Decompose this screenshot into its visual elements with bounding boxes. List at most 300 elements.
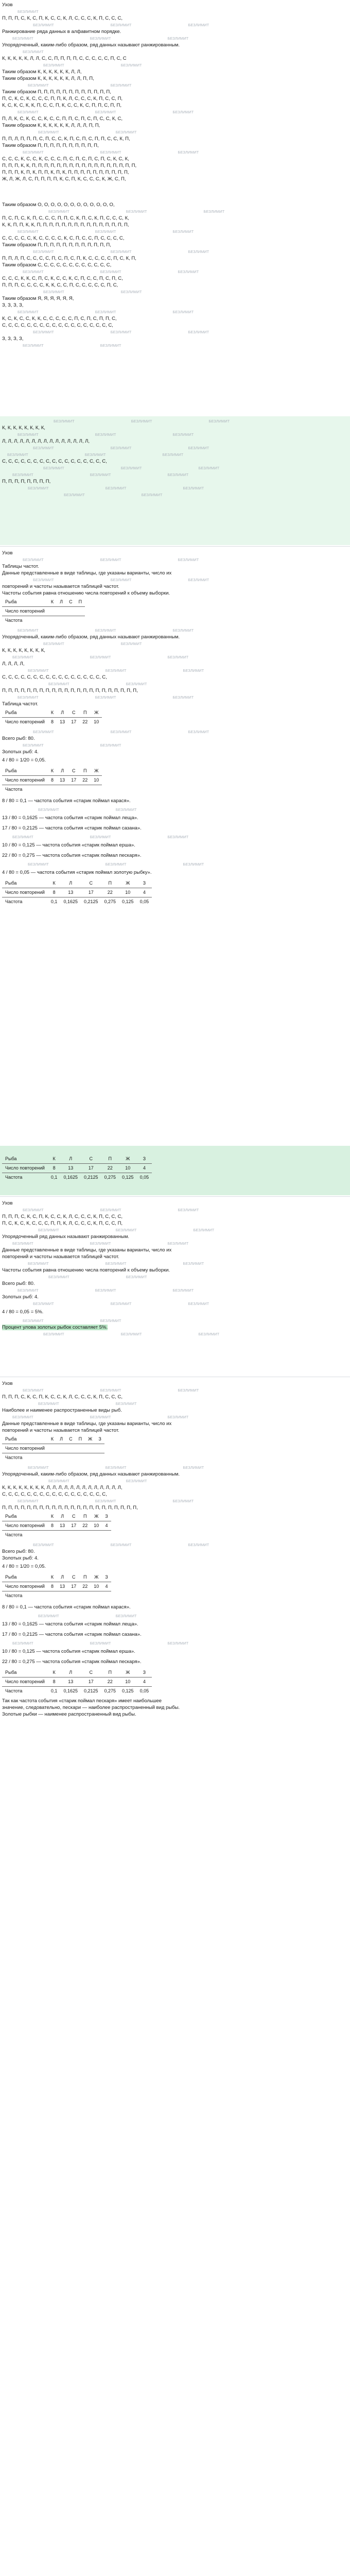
frequency-table-counts-2 xyxy=(2,1573,111,1600)
watermark: БЕЗЛИМИТ БЕЗЛИМИТ БЕЗЛИМИТ xyxy=(28,486,204,490)
group-sazan: С, С, С, С, С, С, С, С, С, С, С, С, С, С, С, С, С, xyxy=(2,1492,107,1497)
data-line: П, П, П, С, К, С, П, К, С, С, К, Л, С, С, С, К, П, С, С, С, xyxy=(2,15,123,21)
cell: К xyxy=(48,1668,61,1677)
section-frequency-table xyxy=(0,548,350,1146)
cell: Ж xyxy=(91,1512,102,1521)
section-heading: Ухов xyxy=(2,2,13,8)
cell: 0,2125 xyxy=(83,899,98,904)
formula-line: 10 / 80 = 0,125 — частота события «старик поймал ерша». xyxy=(2,842,135,848)
cell: 0,2125 xyxy=(83,1688,98,1693)
watermark: БЕЗЛИМИТ БЕЗЛИМИТ БЕЗЛИМИТ xyxy=(33,1301,209,1306)
watermark: БЕЗЛИМИТ БЕЗЛИМИТ БЕЗЛИМИТ xyxy=(12,1415,189,1419)
cell: 4 xyxy=(102,1521,111,1531)
cell: 4 xyxy=(137,1677,152,1687)
cell: Ж xyxy=(119,1155,137,1164)
cell xyxy=(57,1531,68,1540)
watermark: БЕЗЛИМИТ БЕЗЛИМИТ БЕЗЛИМИТ xyxy=(23,1208,199,1212)
watermark: БЕЗЛИМИТ БЕЗЛИМИТ БЕЗЛИМИТ xyxy=(18,432,194,437)
cell xyxy=(48,785,57,794)
cell: 22 xyxy=(79,1582,91,1591)
row-label: Число повторений xyxy=(2,1582,48,1591)
row-label: Рыба xyxy=(2,1435,48,1444)
formula-line: 8 / 80 = 0,1 — частота события «старик поймал карася». xyxy=(2,798,131,804)
watermark: БЕЗЛИМИТ БЕЗЛИМИТ БЕЗЛИМИТ xyxy=(12,472,189,477)
watermark: БЕЗЛИМИТ БЕЗЛИМИТ БЕЗЛИМИТ xyxy=(33,249,209,254)
cell: К xyxy=(48,598,57,607)
group-carp: К, К, К, К, К, К, К, К, xyxy=(2,425,45,431)
group-carp: К, К, К, К, К, К, К, К, xyxy=(2,648,45,653)
cell xyxy=(76,1453,85,1463)
cell: Ж xyxy=(91,708,102,718)
cell: 4 xyxy=(137,1164,152,1173)
cell: К xyxy=(48,767,57,776)
formula-line: 22 / 80 = 0,275 — частота события «старик поймал пескаря». xyxy=(2,853,142,858)
text-line: Таким образом К, К, К, К, К, К, Л, Л, xyxy=(2,69,82,75)
data-line: П, С, К, С, К, С, С, С, П, П, К, Л, С, С, С, К, П, С, С, П, xyxy=(2,1221,123,1226)
text-line: Таким образом К, К, К, К, К, К, Л, Л, П, П, xyxy=(2,76,94,81)
watermark: БЕЗЛИМИТ БЕЗЛИМИТ БЕЗЛИМИТ xyxy=(28,1261,204,1266)
cell: 13 xyxy=(60,719,65,724)
answer-highlight: Процент улова золотых рыбок составляет 5%. xyxy=(2,1325,108,1330)
cell: З xyxy=(95,1435,104,1444)
data-line: П, П, П, К, К, П, П, П, П, П, П, П, П, П, П, П, П, П, П, П, П, П, xyxy=(2,163,137,168)
row-label: Рыба xyxy=(2,708,48,718)
formula-line: 17 / 80 = 0,2125 — частота события «старик поймал сазана». xyxy=(2,825,142,831)
cell xyxy=(79,1591,91,1601)
cell: К xyxy=(48,1435,57,1444)
text-line: Таким образом П, П, П, П, П, П, П, П, П, П, xyxy=(2,143,99,148)
data-line: П, П, Л, П, П, П, С, П, С, С, К, П, С, П, С, П, П, С, С, К, П, xyxy=(2,136,130,142)
definition-line: Упорядоченный ряд данных называют ранжированным. xyxy=(2,1234,130,1240)
text-line: Таким образом С, С, С, С, С, С, С, С, С, С, С, С, xyxy=(2,262,112,268)
watermark: БЕЗЛИМИТ БЕЗЛИМИТ БЕЗЛИМИТ xyxy=(28,862,204,867)
cell: П xyxy=(79,1512,91,1521)
row-label: Частота xyxy=(5,899,23,904)
watermark: БЕЗЛИМИТ БЕЗЛИМИТ БЕЗЛИМИТ xyxy=(18,310,194,314)
cell xyxy=(95,1444,104,1453)
gold-count-line: Золотых рыб: 4. xyxy=(2,1294,39,1300)
watermark: БЕЗЛИМИТ БЕЗЛИМИТ БЕЗЛИМИТ xyxy=(18,229,194,234)
cell: 22 xyxy=(79,776,91,785)
cell: С xyxy=(81,1155,101,1164)
answer-line xyxy=(2,1324,348,1331)
cell: Л xyxy=(57,1435,66,1444)
cell xyxy=(76,616,85,625)
conclusion-line: Золотые рыбки — наименее распространенный вид рыбы. xyxy=(2,1711,136,1717)
formula-line: 13 / 80 = 0,1625 — частота события «старик поймал леща». xyxy=(2,815,138,821)
data-line: К, К, К, К, К, К, К, К, Л, Л, Л, Л, Л, Л, Л, Л, Л, Л, Л, Л, Л, xyxy=(2,1485,122,1490)
group-gudgeon: П, П, П, П, П, П, П, П, xyxy=(2,479,51,484)
cell xyxy=(57,1591,68,1601)
row-label: Число повторений xyxy=(2,1444,48,1453)
formula-line: 17 / 80 = 0,2125 — частота события «старик поймал сазана». xyxy=(2,1632,142,1637)
cell: Л xyxy=(57,598,66,607)
watermark: БЕЗЛИМИТ БЕЗЛИМИТ БЕЗЛИМИТ xyxy=(48,209,225,214)
final-table-band xyxy=(0,1146,350,1195)
cell xyxy=(66,1453,76,1463)
data-line: С, С, С, С, С, К, С, С, С, С, К, С, П, С, С, П, С, С, С, С, xyxy=(2,235,125,241)
row-label: Частота xyxy=(5,1455,23,1460)
cell xyxy=(91,785,102,794)
formula-line: 10 / 80 = 0,125 — частота события «старик поймал ерша». xyxy=(2,1649,135,1654)
watermark: БЕЗЛИМИТ БЕЗЛИМИТ БЕЗЛИМИТ xyxy=(28,668,204,673)
cell: Ж xyxy=(119,1668,137,1677)
cell: С xyxy=(81,879,101,888)
cell: Л xyxy=(57,1573,68,1582)
data-line: П, П, П, С, К, С, П, К, С, С, К, Л, С, С, С, К, П, С, С, С, xyxy=(2,1214,123,1219)
watermark: БЕЗЛИМИТ БЕЗЛИМИТ xyxy=(64,493,163,497)
cell: 8 xyxy=(51,719,54,724)
row-label: Частота xyxy=(5,1593,23,1598)
cell: 8 xyxy=(48,776,57,785)
text-line: Таким образом П, П, П, П, П, П, П, П, П, П, П, П, xyxy=(2,89,111,95)
frequency-table-counts-empty-freq xyxy=(2,767,102,794)
cell xyxy=(48,1531,57,1540)
group-sazan: С, С, С, С, С, С, С, С, С, С, С, С, С, С, С, С, С, xyxy=(2,674,107,680)
row-label: Число повторений xyxy=(2,1677,48,1687)
watermark: БЕЗЛИМИТ БЕЗЛИМИТ БЕЗЛИМИТ xyxy=(23,150,199,155)
row-label: Рыба xyxy=(2,1573,48,1582)
cell: К xyxy=(48,708,57,718)
cell: К xyxy=(48,1155,61,1164)
watermark: БЕЗЛИМИТ БЕЗЛИМИТ БЕЗЛИМИТ xyxy=(43,1332,220,1336)
formula-line: 8 / 80 = 0,1 — частота события «старик поймал карася». xyxy=(2,1604,131,1610)
watermark: БЕЗЛИМИТ БЕЗЛИМИТ БЕЗЛИМИТ xyxy=(18,1288,194,1293)
watermark: БЕЗЛИМИТ БЕЗЛИМИТ xyxy=(28,83,132,88)
cell xyxy=(57,616,66,625)
cell: Л xyxy=(57,1512,68,1521)
watermark: БЕЗЛИМИТ БЕЗЛИМИТ БЕЗЛИМИТ xyxy=(33,446,209,450)
cell: 13 xyxy=(57,1582,68,1591)
cell: 13 xyxy=(60,1164,81,1173)
text-line: Таблица частот. xyxy=(2,701,39,707)
row-label: Число повторений xyxy=(2,776,48,785)
row-label: Частота xyxy=(5,787,23,792)
cell: П xyxy=(76,1435,85,1444)
definition-line: Упорядоченный, каким-либо образом, ряд данных называют ранжированным. xyxy=(2,1471,180,1477)
cell: З xyxy=(137,1668,152,1677)
cell: З xyxy=(137,1155,152,1164)
row-label: Число повторений xyxy=(2,607,48,616)
cell xyxy=(79,1531,91,1540)
formula-line: 4 / 80 = 1/20 = 0,05. xyxy=(2,757,46,763)
cell xyxy=(48,607,57,616)
cell: 8 xyxy=(48,1582,57,1591)
cell: С xyxy=(68,708,79,718)
cell: 8 xyxy=(48,1521,57,1531)
section-raw-series xyxy=(0,0,350,200)
watermark: БЕЗЛИМИТ БЕЗЛИМИТ БЕЗЛИМИТ xyxy=(54,419,230,423)
watermark: БЕЗЛИМИТ БЕЗЛИМИТ xyxy=(48,682,147,686)
data-line: К, К, П, П, К, К, П, П, П, П, П, П, П, П, П, П, П, П, П, П, П, xyxy=(2,222,129,228)
row-label: Рыба xyxy=(2,1512,48,1521)
cell xyxy=(85,1453,95,1463)
row-label: Число повторений xyxy=(2,1521,48,1531)
row-label: Число повторений xyxy=(5,719,45,724)
watermark: БЕЗЛИМИТ БЕЗЛИМИТ БЕЗЛИМИТ xyxy=(23,269,199,274)
cell: 8 xyxy=(48,888,61,897)
cell xyxy=(68,1531,79,1540)
data-line: С, С, С, С, С, С, С, С, С, С, С, С, С, С, С, С, С, С, xyxy=(2,323,113,328)
cell: Л xyxy=(57,767,68,776)
text-line: Таким образом П, П, П, П, П, П, П, П, П, П, П, П, xyxy=(2,242,111,248)
watermark: БЕЗЛИМИТ БЕЗЛИМИТ xyxy=(38,130,137,134)
cell: Ж xyxy=(119,879,137,888)
cell: 0,275 xyxy=(104,1175,116,1180)
definition-line: Данные представленные в виде таблицы, где указаны варианты, число их xyxy=(2,1247,172,1253)
formula-line: 4 / 80 = 0,05 = 5%. xyxy=(2,1309,44,1315)
cell: П xyxy=(79,1573,91,1582)
cell: 17 xyxy=(68,1521,79,1531)
frequency-table-counts xyxy=(2,1512,111,1539)
text-line: Ранжирование ряда данных в алфавитном порядке. xyxy=(2,29,121,35)
gold-count-line: Золотых рыб: 4. xyxy=(2,1555,39,1561)
cell: 8 xyxy=(48,1677,61,1687)
watermark: БЕЗЛИМИТ БЕЗЛИМИТ xyxy=(38,1614,137,1618)
cell xyxy=(76,607,85,616)
watermark: БЕЗЛИМИТ БЕЗЛИМИТ xyxy=(23,743,121,748)
cell: 22 xyxy=(101,1677,119,1687)
cell: 10 xyxy=(91,1582,102,1591)
cell: П xyxy=(76,598,85,607)
row-label: Рыба xyxy=(2,598,48,607)
cell: 0,1 xyxy=(50,1688,58,1693)
watermark: БЕЗЛИМИТ БЕЗЛИМИТ БЕЗЛИМИТ xyxy=(7,452,184,457)
watermark: БЕЗЛИМИТ БЕЗЛИМИТ БЕЗЛИМИТ xyxy=(18,695,194,700)
section-heading: Ухов xyxy=(2,1381,13,1386)
cell xyxy=(66,1444,76,1453)
cell xyxy=(57,607,66,616)
data-line: К, К, К, К, К, Л, Л, С, С, П, П, П, П, С, С, С, С, С, П, С, С xyxy=(2,56,127,61)
cell: 17 xyxy=(81,1164,101,1173)
cell xyxy=(91,1591,102,1601)
cell: 0,05 xyxy=(139,1175,149,1180)
cell: П xyxy=(79,767,91,776)
cell: П xyxy=(101,879,119,888)
cell: 10 xyxy=(91,1521,102,1531)
data-line: П, П, П, С, К, С, П, К, С, С, К, Л, С, С, С, К, П, С, С, С, xyxy=(2,1394,123,1400)
frequency-table-counts xyxy=(2,708,102,726)
text-line: Таким образом К, К, К, К, К, К, Л, Л, Л, П, П, xyxy=(2,123,100,128)
cell: Ж xyxy=(85,1435,95,1444)
cell xyxy=(68,1591,79,1601)
data-line: З, З, З, З, xyxy=(2,336,24,342)
cell xyxy=(57,1453,66,1463)
cell: 0,125 xyxy=(122,1688,134,1693)
definition-line: Данные представленные в виде таблицы, где указаны варианты, число их xyxy=(2,1421,172,1427)
cell: 13 xyxy=(57,776,68,785)
watermark: БЕЗЛИМИТ БЕЗЛИМИТ БЕЗЛИМИТ xyxy=(12,1241,189,1246)
row-label: Частота xyxy=(5,1688,23,1693)
cell: 17 xyxy=(68,776,79,785)
row-label: Рыба xyxy=(2,1668,48,1677)
divider xyxy=(0,546,350,547)
watermark: БЕЗЛИМИТ БЕЗЛИМИТ БЕЗЛИМИТ xyxy=(28,1465,204,1470)
watermark: БЕЗЛИМИТ xyxy=(23,49,44,54)
data-line: П, С, К, С, К, С, С, С, П, П, К, Л, С, С, С, К, П, С, С, П, xyxy=(2,96,123,101)
group-gudgeon: П, П, П, П, П, П, П, П, П, П, П, П, П, П, П, П, П, П, П, П, П, П, xyxy=(2,1505,138,1511)
definition-line: Упорядоченный, каким-либо образом, ряд данных называют ранжированным. xyxy=(2,634,180,640)
formula-line: 13 / 80 = 0,1625 — частота события «старик поймал леща». xyxy=(2,1621,138,1627)
divider xyxy=(0,1196,350,1197)
cell: К xyxy=(48,1573,57,1582)
cell xyxy=(91,1531,102,1540)
cell: З xyxy=(137,879,152,888)
group-gudgeon: П, П, П, П, П, П, П, П, П, П, П, П, П, П, П, П, П, П, П, П, П, П, xyxy=(2,688,138,693)
formula-line: 22 / 80 = 0,275 — частота события «старик поймал пескаря». xyxy=(2,1659,142,1665)
cell: 10 xyxy=(119,1164,137,1173)
frequency-table-final xyxy=(2,1155,152,1182)
group-bream: Л, Л, Л, Л, xyxy=(2,661,25,667)
row-label: Число повторений xyxy=(2,1164,48,1173)
cell: 0,1625 xyxy=(63,1688,78,1693)
cell: 13 xyxy=(57,1521,68,1531)
cell: 0,1 xyxy=(50,899,58,904)
cell: 22 xyxy=(82,719,88,724)
total-line: Всего рыб: 80. xyxy=(2,1549,35,1554)
formula-line: 4 / 80 = 0,05 — частота события «старик поймал золотую рыбку». xyxy=(2,870,152,875)
cell: 0,05 xyxy=(139,1688,149,1693)
watermark: БЕЗЛИМИТ БЕЗЛИМИТ xyxy=(38,1401,137,1406)
cell xyxy=(102,1591,111,1601)
text-line: Таким образом О, О, О, О, О, О, О, О, О, О, О, О, xyxy=(2,202,115,208)
data-line: З, З, З, З, xyxy=(2,302,24,308)
cell: З xyxy=(102,1573,111,1582)
watermark: БЕЗЛИМИТ БЕЗЛИМИТ xyxy=(23,1318,121,1323)
cell: 17 xyxy=(68,1582,79,1591)
cell: 22 xyxy=(79,1521,91,1531)
cell: 4 xyxy=(102,1582,111,1591)
watermark: БЕЗЛИМИТ БЕЗЛИМИТ xyxy=(38,807,137,812)
section-common-rare xyxy=(0,1379,350,2576)
cell: 22 xyxy=(101,1164,119,1173)
data-line: П, С, П, С, К, П, С, С, С, П, П, С, К, П, С, К, П, С, С, С, К, xyxy=(2,215,129,221)
watermark: БЕЗЛИМИТ БЕЗЛИМИТ БЕЗЛИМИТ xyxy=(43,466,220,470)
cell xyxy=(76,1444,85,1453)
watermark: БЕЗЛИМИТ xyxy=(18,9,39,14)
cell: 10 xyxy=(91,776,102,785)
definition-line: повторений и частоты называется таблицей частот. xyxy=(2,584,119,589)
definition-line: повторений и частоты называется таблицей частот. xyxy=(2,1254,119,1260)
watermark: БЕЗЛИМИТ БЕЗЛИМИТ БЕЗЛИМИТ xyxy=(18,110,194,114)
watermark: БЕЗЛИМИТ БЕЗЛИМИТ БЕЗЛИМИТ xyxy=(12,36,189,41)
definition-line: повторений и частоты называется таблицей частот. xyxy=(2,1428,119,1433)
watermark: БЕЗЛИМИТ БЕЗЛИМИТ БЕЗЛИМИТ xyxy=(33,330,209,334)
row-label: Рыба xyxy=(2,1155,48,1164)
watermark: БЕЗЛИМИТ БЕЗЛИМИТ БЕЗЛИМИТ xyxy=(23,1388,199,1393)
cell: З xyxy=(102,1512,111,1521)
cell: Л xyxy=(60,1668,81,1677)
watermark: БЕЗЛИМИТ БЕЗЛИМИТ БЕЗЛИМИТ xyxy=(33,1543,209,1547)
cell: П xyxy=(101,1155,119,1164)
watermark: БЕЗЛИМИТ БЕЗЛИМИТ БЕЗЛИМИТ xyxy=(33,730,209,734)
data-line: П, П, Л, П, С, С, С, С, П, С, П, С, П, К, С, С, С, С, П, С, К, П, xyxy=(2,256,136,261)
text-line: Таким образом Я, Я, Я, Я, Я, Я, xyxy=(2,296,74,301)
total-line: Всего рыб: 80. xyxy=(2,736,35,741)
cell: 0,05 xyxy=(139,899,149,904)
data-line: П, П, П, К, П, К, П, П, К, П, К, П, П, П, П, П, П, П, П, П, П, xyxy=(2,170,129,175)
ranked-groups-band xyxy=(0,416,350,545)
watermark: БЕЗЛИМИТ БЕЗЛИМИТ БЕЗЛИМИТ xyxy=(23,557,199,562)
cell: П xyxy=(79,708,91,718)
cell: 0,1 xyxy=(50,1175,58,1180)
data-line: К, С, К, С, С, К, К, С, С, С, С, С, П, С, П, С, П, П, С, xyxy=(2,316,117,321)
cell: 10 xyxy=(94,719,99,724)
cell xyxy=(66,616,76,625)
cell: 0,125 xyxy=(122,899,134,904)
cell: С xyxy=(81,1668,101,1677)
row-label: Рыба xyxy=(2,879,48,888)
watermark: БЕЗЛИМИТ БЕЗЛИМИТ БЕЗЛИМИТ xyxy=(18,1499,194,1503)
cell xyxy=(48,616,57,625)
row-label: Частота xyxy=(5,1175,23,1180)
cell: 10 xyxy=(119,1677,137,1687)
cell: С xyxy=(68,1512,79,1521)
watermark: БЕЗЛИМИТ БЕЗЛИМИТ xyxy=(43,63,142,67)
cell: С xyxy=(66,598,76,607)
cell: Ж xyxy=(91,767,102,776)
section-heading: Ухов xyxy=(2,550,13,556)
cell: П xyxy=(101,1668,119,1677)
cell: 0,275 xyxy=(104,1688,116,1693)
cell: 17 xyxy=(71,719,77,724)
data-line: П, П, П, С, С, С, С, К, К, С, С, П, С, С, С, С, С, П, С, xyxy=(2,282,118,288)
row-label: Рыба xyxy=(2,767,48,776)
cell: 22 xyxy=(101,888,119,897)
conclusion-line: значение, следовательно, пескари — наиболее распространенный вид рыбы. xyxy=(2,1705,180,1710)
watermark: БЕЗЛИМИТ БЕЗЛИМИТ xyxy=(23,343,121,348)
cell: 8 xyxy=(48,1164,61,1173)
cell: С xyxy=(66,1435,76,1444)
cell xyxy=(48,1444,57,1453)
text-line: Наиболее и наименее распространенные виды рыб. xyxy=(2,1408,122,1413)
section-heading: Ухов xyxy=(2,1200,13,1206)
section-gold-percent xyxy=(0,1198,350,1376)
data-line: П, Л, К, С, К, С, С, К, С, С, П, П, С, П, С, П, С, С, К, С, xyxy=(2,116,123,122)
formula-line: 4 / 80 = 1/20 = 0,05. xyxy=(2,1564,46,1569)
cell: 13 xyxy=(60,888,81,897)
gold-count-line: Золотых рыб: 4. xyxy=(2,749,39,755)
cell xyxy=(57,785,68,794)
row-label: Частота xyxy=(5,618,23,623)
cell: 0,2125 xyxy=(83,1175,98,1180)
watermark: БЕЗЛИМИТ БЕЗЛИМИТ xyxy=(48,1479,147,1483)
cell: 0,275 xyxy=(104,899,116,904)
watermark: БЕЗЛИМИТ БЕЗЛИМИТ xyxy=(43,290,142,294)
cell xyxy=(48,1453,57,1463)
group-sazan: С, С, С, С, С, С, С, С, С, С, С, С, С, С, С, С, С, xyxy=(2,459,107,464)
frequency-table-full xyxy=(2,879,152,906)
total-line: Всего рыб: 80. xyxy=(2,1281,35,1286)
cell xyxy=(85,1444,95,1453)
cell: Л xyxy=(60,1155,81,1164)
cell: Л xyxy=(60,879,81,888)
cell: 13 xyxy=(60,1677,81,1687)
cell: С xyxy=(68,1573,79,1582)
cell xyxy=(57,1444,66,1453)
row-label: Число повторений xyxy=(2,888,48,897)
data-line: Ж, Л, Ж, Л, С, П, П, П, П, К, С, П, К, С, С, С, К, Ж, С, П, xyxy=(2,176,126,182)
data-line: С, С, С, К, С, С, К, С, С, С, П, С, П, С, П, С, П, С, К, С, К, xyxy=(2,156,129,162)
cell xyxy=(95,1453,104,1463)
cell xyxy=(68,785,79,794)
cell: С xyxy=(68,767,79,776)
cell: Л xyxy=(57,708,68,718)
watermark: БЕЗЛИМИТ БЕЗЛИМИТ xyxy=(48,1275,147,1279)
cell: 0,125 xyxy=(122,1175,134,1180)
watermark: БЕЗЛИМИТ БЕЗЛИМИТ xyxy=(43,641,142,646)
watermark: БЕЗЛИМИТ БЕЗЛИМИТ БЕЗЛИМИТ xyxy=(38,1228,215,1232)
